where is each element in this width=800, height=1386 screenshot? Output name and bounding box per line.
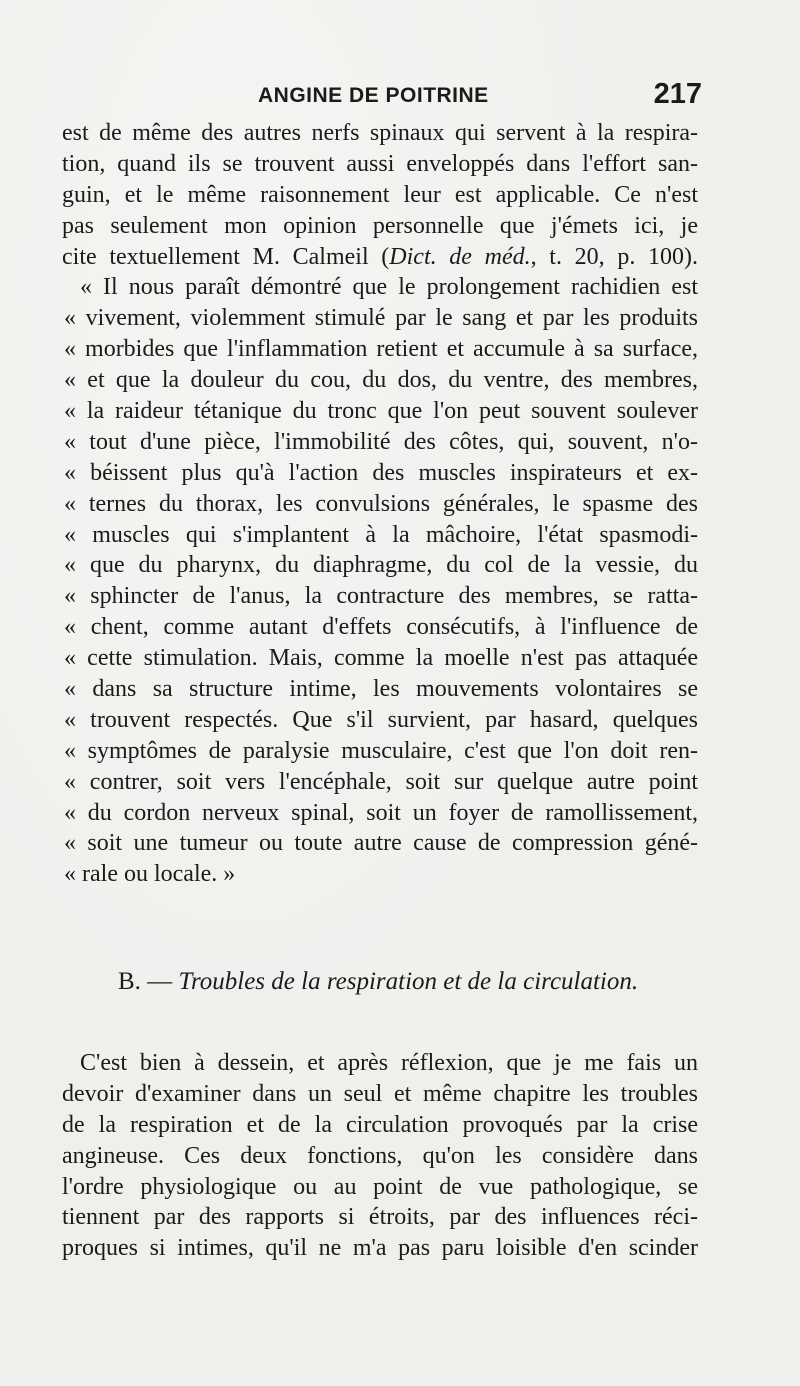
citation-ref: , t. 20, p. 100). xyxy=(530,243,698,270)
quote-line: « vivement, violemment stimulé par le sang et par les produits xyxy=(64,305,698,332)
text-line: angineuse. Ces deux fonctions, qu'on les considère dans xyxy=(62,1142,698,1169)
text-line: tiennent par des rapports si étroits, par des influences réci- xyxy=(62,1204,698,1231)
paragraph-2 xyxy=(62,1048,698,1264)
quote-line: « morbides que l'inflammation retient et accumule à sa surface, xyxy=(64,336,698,363)
quote-line: « la raideur tétanique du tronc que l'on peut souvent soulever xyxy=(64,398,698,425)
quote-line: « soit une tumeur ou toute autre cause de compression géné- xyxy=(64,830,698,857)
quote-line: « ternes du thorax, les convulsions générales, le spasme des xyxy=(64,490,698,517)
quote-line: « dans sa structure intime, les mouvements volontaires se xyxy=(64,676,698,703)
text-line: C'est bien à dessein, et après réflexion, que je me fais un xyxy=(80,1050,698,1076)
text-line-citation xyxy=(62,242,698,273)
quote-line: « cette stimulation. Mais, comme la moelle n'est pas attaquée xyxy=(64,645,698,672)
text-line: devoir d'examiner dans un seul et même chapitre les troubles xyxy=(62,1080,698,1107)
quote-line: « chent, comme autant d'effets consécutifs, à l'influence de xyxy=(64,614,698,641)
text-line: pas seulement mon opinion personnelle que j'émets ici, je xyxy=(62,212,698,239)
quote-line: « que du pharynx, du diaphragme, du col de la vessie, du xyxy=(64,552,698,579)
section-label: B. — xyxy=(118,968,179,995)
page-number: 217 xyxy=(653,78,702,110)
text-line: est de même des autres nerfs spinaux qui servent à la respira- xyxy=(62,120,698,146)
paragraph-1 xyxy=(62,118,698,890)
quote-line: « Il nous paraît démontré que le prolongement rachidien est xyxy=(80,274,698,301)
text-line: l'ordre physiologique ou au point de vue pathologique, se xyxy=(62,1173,698,1200)
quote-line: « du cordon nerveux spinal, soit un foyer de ramollissement, xyxy=(64,799,698,826)
section-heading xyxy=(118,968,638,996)
text-line: guin, et le même raisonnement leur est applicable. Ce n'est xyxy=(62,181,698,208)
page-header xyxy=(60,80,700,120)
text-line: de la respiration et de la circulation provoqués par la crise xyxy=(62,1111,698,1138)
citation-source: Dict. de méd. xyxy=(389,243,531,270)
quote-line: « muscles qui s'implantent à la mâchoire, l'état spasmodi- xyxy=(64,521,698,548)
quote-line: « tout d'une pièce, l'immobilité des côtes, qui, souvent, n'o- xyxy=(64,428,698,455)
section-title: Troubles de la respiration et de la circulation. xyxy=(178,968,639,995)
quote-line: « et que la douleur du cou, du dos, du ventre, des membres, xyxy=(64,367,698,394)
quote-line: « trouvent respectés. Que s'il survient, par hasard, quelques xyxy=(64,706,698,733)
quote-line: « symptômes de paralysie musculaire, c'est que l'on doit ren- xyxy=(64,737,698,764)
quote-line: « sphincter de l'anus, la contracture des membres, se ratta- xyxy=(64,583,698,610)
text-line: tion, quand ils se trouvent aussi enveloppés dans l'effort san- xyxy=(62,150,698,177)
citation-lead: cite textuellement M. Calmeil ( xyxy=(62,243,390,270)
quote-line: « contrer, soit vers l'encéphale, soit sur quelque autre point xyxy=(64,768,698,795)
text-line: proques si intimes, qu'il ne m'a pas paru loisible d'en scinder xyxy=(62,1235,698,1262)
quote-line: « rale ou locale. » xyxy=(64,861,236,888)
running-title: ANGINE DE POITRINE xyxy=(258,84,489,107)
quote-line: « béissent plus qu'à l'action des muscles inspirateurs et ex- xyxy=(64,459,698,486)
